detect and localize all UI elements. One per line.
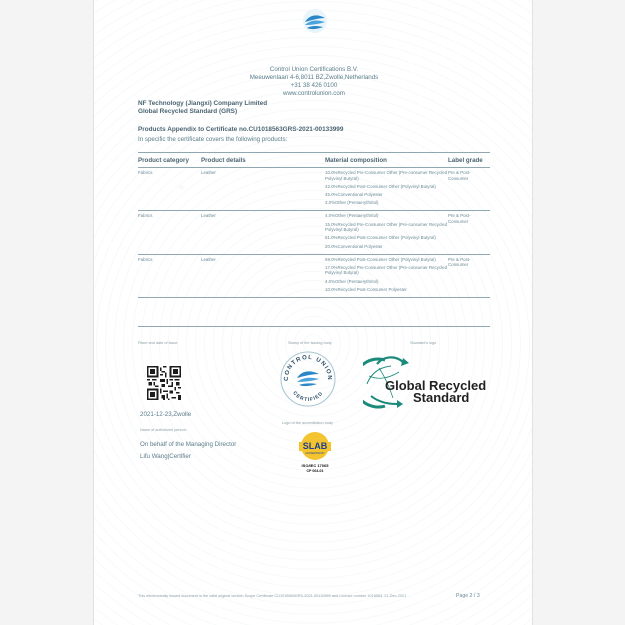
certificate-page xyxy=(93,0,533,625)
person-caption: Name of authorized person: xyxy=(140,428,187,432)
cell-materials xyxy=(325,254,448,297)
qr-code[interactable] xyxy=(147,366,181,400)
accreditation-caption: Logo of the accreditation body xyxy=(282,421,333,425)
svg-text:CONTROL UNION xyxy=(284,355,332,381)
material-line: 20.0%Conventional Polyester xyxy=(325,243,383,249)
cell-grade: Pre & Post-Consumer xyxy=(448,211,490,254)
material-line: 42.0%Recycled Post-Consumer Other (Polyvinyl Butyral) xyxy=(325,183,436,189)
cell-category: Fabrics xyxy=(138,211,201,254)
stamp-top-text: CONTROL UNION xyxy=(283,354,333,382)
standard-caption: Standard's logo xyxy=(410,341,437,345)
table-header-row xyxy=(138,153,490,168)
holder-standard: Global Recycled Standard (GRS) xyxy=(138,107,238,115)
cell-details: Leather xyxy=(201,254,325,297)
slab-accreditation-logo xyxy=(298,431,332,477)
grs-line2: Standard xyxy=(413,390,470,405)
header-details: Product details xyxy=(201,153,325,168)
stamp-caption: Stamp of the issuing body xyxy=(288,341,332,345)
page-current: Page 2 xyxy=(456,593,473,599)
material-line: 61.0%Recycled Post-Consumer Other (Polyvinyl Butyral) xyxy=(325,235,436,241)
table-row xyxy=(138,168,490,211)
control-union-stamp xyxy=(280,351,336,407)
global-recycled-standard-logo xyxy=(363,354,487,410)
holder-company: NF Technology (Jiangxi) Company Limited xyxy=(138,100,268,107)
products-table xyxy=(138,152,490,298)
certifier-phone: +31 38 426 0100 xyxy=(290,82,338,89)
page-number xyxy=(456,593,480,599)
material-line: 10.0%Recycled Post-Consumer Polyester xyxy=(325,286,407,292)
footer-note: This electronically issued document is the valid original version Scope Certificate CU1018563GRS-2021-00133999 and License number 1018563, 21-Dec-2021 xyxy=(138,594,407,598)
slab-name: SLAB xyxy=(302,441,328,451)
material-line: 17.0%Recycled Pre-Consumer Other (Pre-consumer Recycled Polyvinyl Butyral) xyxy=(325,264,448,276)
page-total: 3 xyxy=(476,593,480,599)
material-line: 3.0%Other (Pentaerythritol) xyxy=(325,200,379,206)
section-divider xyxy=(138,326,490,327)
person-name: Lifu Wang|Certifier xyxy=(140,453,191,460)
slab-sub: ACCREDITED BY xyxy=(305,452,325,455)
certifier-name: Control Union Certifications B.V. xyxy=(269,66,359,73)
header-category: Product category xyxy=(138,153,201,168)
holder-block xyxy=(138,100,267,115)
appendix-title: Products Appendix to Certificate no.CU1018563GRS-2021-00133999 xyxy=(138,126,344,133)
cell-category: Fabrics xyxy=(138,254,201,297)
material-line: 4.0%Other (Pentaerythritol) xyxy=(325,213,379,219)
svg-text:CERTIFIED xyxy=(291,390,324,403)
cell-details: Leather xyxy=(201,168,325,211)
control-union-logo xyxy=(302,8,328,34)
cell-materials xyxy=(325,168,448,211)
stamp-bottom-text: CERTIFIED xyxy=(291,390,325,404)
cell-details: Leather xyxy=(201,211,325,254)
place-caption: Place and date of issue xyxy=(138,341,178,345)
certifier-address: Meeuwenlaan 4-6,8011 BZ,Zwolle,Netherlands xyxy=(249,74,379,81)
header-grade: Label grade xyxy=(448,153,490,168)
material-line: 15.0%Recycled Pre-Consumer Other (Pre-consumer Recycled Polyvinyl Butyral) xyxy=(325,221,448,233)
table-row xyxy=(138,211,490,254)
cell-grade: Pre & Post-Consumer xyxy=(448,254,490,297)
behalf-text: On behalf of the Managing Director xyxy=(140,441,237,448)
cell-grade: Pre & Post-Consumer xyxy=(448,168,490,211)
cell-category: Fabrics xyxy=(138,168,201,211)
certifier-website[interactable]: www.controlunion.com xyxy=(283,90,345,97)
material-line: 69.0%Recycled Post-Consumer Other (Polyvinyl Butyral) xyxy=(325,256,436,262)
slab-code: CP 064-01 xyxy=(306,469,324,473)
header-material: Material composition xyxy=(325,153,448,168)
slab-iso: ISO/IEC 17065 xyxy=(301,463,329,468)
table-row xyxy=(138,254,490,297)
material-line: 45.0%Conventional Polyester xyxy=(325,191,383,197)
page-separator: / xyxy=(473,593,476,599)
material-line: 10.0%Recycled Pre-Consumer Other (Pre-consumer Recycled Polyvinyl Butyral) xyxy=(325,170,448,181)
cell-materials xyxy=(325,211,448,254)
material-line: 4.0%Other (Pentaerythritol) xyxy=(325,278,379,284)
grs-line1: Global Recycled xyxy=(385,378,487,393)
appendix-intro: In specific the certificate covers the following products: xyxy=(138,136,288,143)
place-date: 2021-12-23,Zwolle xyxy=(140,411,192,418)
